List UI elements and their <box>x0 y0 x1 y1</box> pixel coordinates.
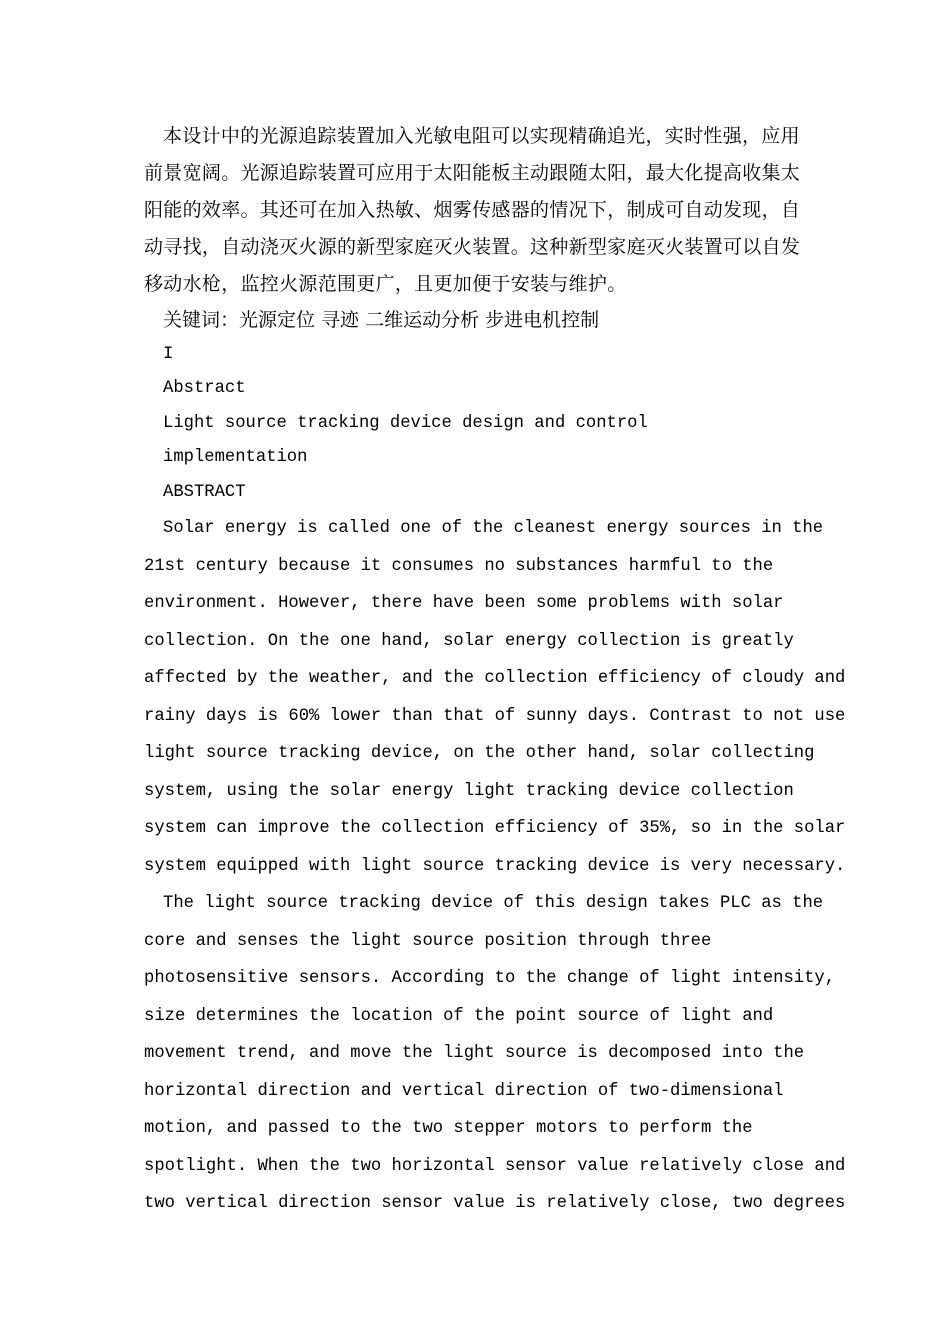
text-line: Solar energy is called one of the cleanest energy sources in the <box>163 519 824 538</box>
text-line: environment. However, there have been some problems with solar <box>144 594 784 613</box>
text-line: affected by the weather, and the collection efficiency of cloudy and <box>144 669 846 688</box>
text-line: motion, and passed to the two stepper motors to perform the <box>144 1119 753 1138</box>
abstract-label: ABSTRACT <box>163 482 246 502</box>
text-line: rainy days is 60% lower than that of sunny days. Contrast to not use <box>144 706 846 726</box>
text-line: system equipped with light source tracking device is very necessary. <box>144 856 846 876</box>
english-title-line-2: implementation <box>163 448 308 467</box>
text-line: 前景宽阔。光源追踪装置可应用于太阳能板主动跟随太阳，最大化提高收集太 <box>144 162 801 184</box>
text-line: system can improve the collection efficiency of 35%, so in the solar <box>144 819 846 838</box>
text-line: light source tracking device, on the other hand, solar collecting <box>144 744 815 763</box>
text-line: The light source tracking device of this design takes PLC as the <box>163 894 824 913</box>
text-line: horizontal direction and vertical direction of two-dimensional <box>144 1081 784 1101</box>
abstract-heading: Abstract <box>163 379 246 398</box>
keywords: 关键词：光源定位 寻迹 二维运动分析 步进电机控制 <box>163 309 600 331</box>
text-line: movement trend, and move the light source is decomposed into the <box>144 1044 805 1063</box>
text-line: 动寻找，自动浇灭火源的新型家庭灭火装置。这种新型家庭灭火装置可以自发 <box>144 236 801 258</box>
chinese-abstract <box>144 118 804 303</box>
text-line: 移动水枪，监控火源范围更广，且更加便于安装与维护。 <box>144 273 627 295</box>
text-line: size determines the location of the point source of light and <box>144 1006 774 1026</box>
text-line: system, using the solar energy light tracking device collection <box>144 781 794 801</box>
page-number: I <box>163 344 174 364</box>
english-title-line-1: Light source tracking device design and control <box>163 413 648 433</box>
text-line: 本设计中的光源追踪装置加入光敏电阻可以实现精确追光，实时性强，应用 <box>163 125 800 147</box>
text-line: 阳能的效率。其还可在加入热敏、烟雾传感器的情况下，制成可自动发现，自 <box>144 199 801 221</box>
english-paragraph-2 <box>144 885 846 1223</box>
text-line: collection. On the one hand, solar energy collection is greatly <box>144 631 794 651</box>
document-page <box>144 118 846 1223</box>
text-line: spotlight. When the two horizontal sensor value relatively close and <box>144 1156 846 1176</box>
text-line: 21st century because it consumes no substances harmful to the <box>144 556 774 576</box>
english-paragraph-1 <box>144 510 846 885</box>
text-line: core and senses the light source position through three <box>144 931 712 951</box>
text-line: photosensitive sensors. According to the change of light intensity, <box>144 969 836 988</box>
text-line: two vertical direction sensor value is relatively close, two degrees <box>144 1194 846 1213</box>
